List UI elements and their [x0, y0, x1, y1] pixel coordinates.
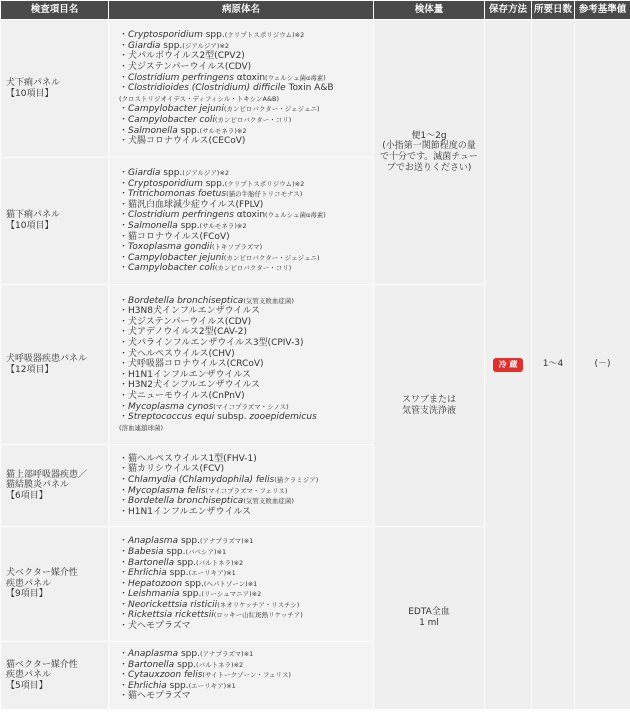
pathogen-item — [119, 306, 371, 317]
pathogen-text: ・ — [119, 295, 129, 306]
pathogen-text: spp. — [174, 557, 197, 568]
pathogen-item — [119, 327, 371, 338]
pathogen-text: ・ — [119, 168, 129, 179]
pathogen-text: ・ — [119, 72, 129, 83]
pathogen-text: Cytauxzoon felis — [128, 670, 203, 681]
pathogen-item — [119, 253, 371, 264]
pathogen-list — [109, 445, 374, 527]
pathogen-note: (トキソプラズマ) — [211, 243, 263, 252]
panel-name-line: 【5項目】 — [6, 680, 48, 691]
pathogen-text: ・ — [119, 659, 129, 670]
panel-name — [1, 445, 109, 527]
footnote-mark: ※1 — [243, 537, 254, 546]
pathogen-text: ・ — [119, 536, 129, 547]
pathogen-note: (カンピロバクター・ジェジュニ) — [223, 105, 320, 114]
pathogen-item — [119, 126, 371, 137]
pathogen-text: spp. — [174, 659, 197, 670]
pathogen-item — [119, 296, 371, 307]
pathogen-text: ・ — [119, 30, 129, 41]
pathogen-note: (サイトークゾーン・フェリス) — [202, 671, 291, 680]
specimen-feces-line: で十分です。滅菌チュー — [379, 152, 478, 162]
pathogen-item — [119, 486, 371, 497]
pathogen-text: ・ — [119, 496, 129, 507]
pathogen-item — [119, 94, 371, 105]
footnote-mark: ※1 — [216, 547, 227, 556]
pathogen-text: ・ — [119, 125, 129, 136]
pathogen-text: Hepatozoon — [128, 578, 183, 589]
pathogen-text: Bordetella bronchiseptica — [128, 496, 244, 507]
pathogen-item — [119, 221, 371, 232]
pathogen-item — [119, 200, 371, 211]
pathogen-note: (エーリキア) — [188, 681, 227, 690]
pathogen-text: ・ — [119, 114, 129, 125]
specimen-blood-line: EDTA全血 — [408, 607, 450, 618]
pathogen-text: spp. — [163, 546, 186, 557]
pathogen-text: ・ — [119, 649, 129, 660]
pathogen-text: spp. — [160, 40, 183, 51]
pathogen-text: Giardia — [128, 40, 161, 51]
pathogen-text: Campylobacter jejuni — [128, 104, 224, 115]
footnote-mark: ※1 — [243, 650, 254, 659]
pathogen-item — [119, 189, 371, 200]
pathogen-text: ・ — [119, 40, 129, 51]
pathogen-text: Clostridium perfringens — [128, 72, 234, 83]
panel-name-line: 犬下痢パネル — [6, 77, 61, 88]
pathogen-note: (サルモネラ) — [199, 222, 237, 230]
header-pathogen: 病原体名 — [109, 1, 374, 20]
pathogen-item — [119, 536, 371, 547]
pathogen-text: ・ — [119, 221, 129, 231]
pathogen-text: Neorickettsia risticii — [128, 599, 218, 610]
pathogen-text: ・犬ジステンパーウイルス(CDV) — [119, 316, 252, 327]
pathogen-note: (ジアルジア) — [182, 41, 220, 50]
pathogen-text: Campylobacter coli — [128, 263, 215, 274]
pathogen-text: Salmonella — [128, 221, 178, 231]
pathogen-note: (カンピロバクター・コリ) — [214, 115, 292, 124]
pathogen-text: ・ — [119, 546, 129, 557]
pathogen-item — [119, 558, 371, 569]
pathogen-text: ・猫ヘモプラズマ — [119, 691, 191, 702]
pathogen-text: spp. — [177, 125, 200, 136]
pathogen-note: (リーシュマニア) — [201, 590, 252, 599]
pathogen-note: (ヘパトゾーン) — [203, 579, 248, 588]
pathogen-item — [119, 691, 371, 702]
pathogen-text: Leishmania — [128, 589, 180, 600]
pathogen-text: αtoxin — [233, 72, 266, 83]
panel-name-line: 【6項目】 — [6, 490, 48, 501]
pathogen-text: ・ — [119, 401, 129, 412]
pathogen-text: Mycoplasma cynos — [128, 401, 214, 412]
pathogen-item — [119, 359, 371, 370]
pathogen-note: (カンピロバクター・コリ) — [214, 264, 292, 273]
pathogen-text: ・ — [119, 485, 129, 496]
panel-name-line: 【10項目】 — [6, 221, 54, 231]
specimen-swab-line: 気管支洗浄液 — [401, 405, 456, 416]
pathogen-text: Ehrlichia — [128, 568, 167, 579]
pathogen-item — [119, 30, 371, 41]
pathogen-text: ・猫コロナウイルス(FCoV) — [119, 231, 230, 242]
pathogen-note: (溶血連鎖球菌) — [119, 423, 164, 432]
pathogen-text: Giardia — [128, 168, 161, 179]
pathogen-text: ・犬腸コロナウイルス(CECoV) — [119, 136, 246, 147]
pathogen-text: ・犬ヘモプラズマ — [119, 621, 191, 632]
pathogen-item — [119, 317, 371, 328]
specimen-blood — [374, 527, 485, 710]
pathogen-note: (アナプラズマ) — [199, 537, 244, 546]
panel-name-line: 猫上部呼吸器疾患／ — [6, 469, 88, 480]
pathogen-item — [119, 51, 371, 62]
pathogen-text: ・猫汎白血球減少症ウイルス(FPLV) — [119, 199, 264, 210]
pathogen-text: ・ — [119, 104, 129, 115]
pathogen-note: (ネオリケッチア・リスチシ) — [217, 600, 300, 609]
panel-name-line: 犬ベクター媒介性 — [6, 568, 78, 579]
pathogen-text: Bartonella — [128, 557, 175, 568]
pathogen-note: (クリプトスポリジウム) — [224, 179, 295, 188]
pathogen-text: ・犬ジステンパーウイルス(CDV) — [119, 62, 252, 73]
pathogen-text: Anaplasma — [128, 649, 179, 660]
pathogen-item — [119, 136, 371, 147]
pathogen-list — [109, 285, 374, 445]
pathogen-item — [119, 232, 371, 243]
header-days: 所要日数 — [532, 1, 575, 20]
pathogen-note: (猫の牛胎仔トリコモナス) — [226, 190, 303, 199]
pathogen-text: ・犬パルボウイルス2型(CPV2) — [119, 51, 245, 62]
pathogen-item — [119, 464, 371, 475]
pathogen-item — [119, 104, 371, 115]
pathogen-text: ・ — [119, 178, 129, 189]
pathogen-text: Toxin A&B — [285, 83, 334, 94]
panel-name-line: 疾患パネル — [6, 578, 52, 589]
pathogen-item — [119, 412, 371, 423]
pathogen-text: spp. — [178, 649, 200, 660]
panel-name-line: 猫結膜炎パネル — [6, 480, 70, 491]
pathogen-item — [119, 349, 371, 360]
pathogen-item — [119, 179, 371, 190]
pathogen-item — [119, 380, 371, 391]
pathogen-text: ・猫ヘルペスウイルス1型(FHV-1) — [119, 453, 257, 464]
footnote-mark: ※2 — [251, 590, 262, 599]
days-cell: 1～4 — [532, 20, 575, 710]
pathogen-note: (猫クラミジア) — [274, 475, 319, 484]
pathogen-text: ・犬ヘルペスウイルス(CHV) — [119, 348, 235, 359]
pathogen-item — [119, 391, 371, 402]
footnote-mark: ※1 — [226, 681, 236, 690]
pathogen-item — [119, 370, 371, 381]
reference-cell: (－) — [575, 20, 630, 710]
pathogen-item — [119, 83, 371, 94]
pathogen-item — [119, 423, 371, 434]
pathogen-text: zooepidemicus — [249, 412, 317, 423]
pathogen-item — [119, 579, 371, 590]
pathogen-item — [119, 402, 371, 413]
pathogen-text: ・ — [119, 252, 129, 263]
panel-name-line: 疾患パネル — [6, 670, 52, 681]
pathogen-text: spp. — [177, 221, 200, 231]
pathogen-text: αtoxin — [233, 210, 266, 221]
pathogen-item — [119, 115, 371, 126]
footnote-mark: ※2 — [294, 31, 305, 40]
pathogen-item — [119, 568, 371, 579]
pathogen-text: spp. — [202, 178, 225, 189]
pathogen-item — [119, 496, 371, 507]
pathogen-item — [119, 547, 371, 558]
pathogen-item — [119, 41, 371, 52]
panel-name — [1, 642, 109, 710]
pathogen-item — [119, 62, 371, 73]
table-row — [1, 20, 630, 158]
pathogen-note: (クロストリジオイデス・ディフィシル・トキシンA&B) — [119, 94, 280, 103]
pathogen-text: Anaplasma — [128, 536, 179, 547]
pathogen-text: ・犬アデノウイルス2型(CAV-2) — [119, 327, 248, 338]
pathogen-text: ・H3N2犬インフルエンザウイルス — [119, 380, 261, 391]
pathogen-item — [119, 338, 371, 349]
pathogen-note: (マイコプラズマ・フェリス) — [205, 486, 288, 495]
pathogen-text: Rickettsia rickettsii — [128, 610, 214, 621]
footnote-mark: ※2 — [233, 558, 244, 567]
pathogen-text: Toxoplasma gondii — [128, 242, 212, 253]
pathogen-item — [119, 600, 371, 611]
footnote-mark: ※2 — [236, 126, 247, 135]
specimen-feces — [374, 20, 485, 285]
pathogen-list — [109, 158, 374, 285]
pathogen-text: spp. — [179, 589, 202, 600]
pathogen-text: ・ — [119, 83, 129, 94]
pathogen-note: (クリプトスポリジウム) — [224, 31, 295, 40]
pathogen-text: ・ — [119, 242, 129, 253]
specimen-feces-line: (小指第一関節程度の量 — [382, 141, 476, 152]
pathogen-text: spp. — [202, 30, 225, 41]
storage-cell — [485, 20, 532, 710]
pathogen-text: ・ — [119, 474, 129, 485]
header-storage: 保存方法 — [485, 1, 532, 20]
pathogen-item — [119, 73, 371, 84]
pathogen-note: (カンピロバクター・ジェジュニ) — [223, 253, 320, 262]
pathogen-text: ・H1N1インフルエンザウイルス — [119, 506, 252, 517]
pathogen-text: ・犬ニューモウイルス(CnPnV) — [119, 390, 245, 401]
pathogen-item — [119, 168, 371, 179]
pathogen-note: (ジアルジア) — [182, 169, 220, 178]
footnote-mark: ※2 — [233, 660, 244, 669]
footnote-mark: ※2 — [236, 222, 247, 230]
specimen-feces-line: ブでお送りください) — [386, 162, 472, 173]
pathogen-text: ・ — [119, 263, 129, 274]
panel-name-line: 猫ベクター媒介性 — [6, 659, 78, 670]
pathogen-text: spp. — [166, 568, 189, 579]
pathogen-text: ・犬パラインフルエンザウイルス3型(CPIV-3) — [119, 338, 304, 349]
pathogen-item — [119, 263, 371, 274]
pathogen-text: Salmonella — [128, 125, 178, 136]
pathogen-note: (エーリキア) — [188, 569, 227, 578]
pathogen-list — [109, 527, 374, 642]
pathogen-text: Chlamydia (Chlamydophila) felis — [128, 474, 275, 485]
pathogen-note: (サルモネラ) — [199, 126, 237, 135]
pathogen-list — [109, 20, 374, 158]
pathogen-text: spp. — [182, 578, 204, 589]
pathogen-text: ・ — [119, 557, 129, 568]
pathogen-note: (気管支敗血症菌) — [243, 296, 294, 305]
pathogen-text: Campylobacter coli — [128, 114, 215, 125]
pathogen-text: ・ — [119, 568, 129, 579]
panel-name-line: 犬呼吸器疾患パネル — [6, 353, 88, 364]
specimen-swab — [374, 285, 485, 527]
footnote-mark: ※2 — [219, 169, 230, 178]
pathogen-item — [119, 242, 371, 253]
pathogen-text: spp. — [160, 168, 183, 179]
pathogen-note: (マイコプラズマ・シノス) — [213, 402, 289, 411]
pathogen-text: ・ — [119, 680, 129, 691]
pathogen-text: subsp. — [214, 412, 250, 423]
pathogen-text: ・H1N1インフルエンザウイルス — [119, 369, 252, 380]
pathogen-note: (ウェルシュ菌α毒素) — [265, 73, 326, 82]
pathogen-item — [119, 589, 371, 600]
panel-name — [1, 527, 109, 642]
pathogen-text: ・ — [119, 210, 129, 221]
pathogen-text: ・ — [119, 189, 129, 200]
pathogen-text: Ehrlichia — [128, 680, 167, 691]
pathogen-note: (ウェルシュ菌α毒素) — [265, 211, 326, 220]
header-test-item: 検査項目名 — [1, 1, 109, 20]
specimen-blood-line: 1 ml — [419, 618, 439, 628]
pathogen-text: Campylobacter jejuni — [128, 252, 224, 263]
specimen-swab-line: スワブまたは — [401, 394, 456, 405]
footnote-mark: ※2 — [294, 179, 305, 188]
panel-name-line: 【9項目】 — [6, 589, 48, 600]
pathogen-item — [119, 610, 371, 621]
panel-name — [1, 285, 109, 445]
pathogen-text: Clostridium perfringens — [128, 210, 234, 221]
pathogen-text: ・ — [119, 412, 129, 423]
pathogen-text: Cryptosporidium — [128, 178, 203, 189]
table-header-row — [1, 1, 630, 20]
pathogen-list — [109, 642, 374, 710]
pathogen-text: Clostridioides (Clostridium) difficile — [128, 83, 286, 94]
pathogen-text: Cryptosporidium — [128, 30, 203, 41]
pathogen-item — [119, 454, 371, 465]
pathogen-note: (気管支敗血症菌) — [243, 497, 294, 506]
panel-name — [1, 158, 109, 285]
pathogen-text: Bordetella bronchiseptica — [128, 295, 244, 306]
pathogen-item — [119, 660, 371, 671]
footnote-mark: ※1 — [247, 579, 258, 588]
header-reference: 参考基準値 — [575, 1, 630, 20]
pathogen-item — [119, 475, 371, 486]
pathogen-note: (バルトネラ) — [196, 660, 234, 669]
pathogen-text: Mycoplasma felis — [128, 485, 206, 496]
pathogen-item — [119, 681, 371, 692]
pathogen-item — [119, 649, 371, 660]
pathogen-text: Bartonella — [128, 659, 175, 670]
pathogen-item — [119, 621, 371, 632]
pathogen-text: Streptococcus equi — [128, 412, 215, 423]
pathogen-item — [119, 210, 371, 221]
specimen-feces-line: 便1～2g — [411, 130, 447, 141]
pathogen-text: ・犬呼吸器コロナウイルス(CRCoV) — [119, 359, 264, 370]
pathogen-text: ・ — [119, 578, 129, 589]
footnote-mark: ※2 — [219, 41, 230, 50]
pathogen-note: (バルトネラ) — [196, 558, 234, 567]
pathogen-text: ・ — [119, 610, 129, 621]
pathogen-text: ・ — [119, 670, 129, 681]
pathogen-note: (バベシア) — [185, 547, 217, 556]
pathogen-text: spp. — [178, 536, 200, 547]
footnote-mark: ※1 — [226, 569, 236, 578]
pathogen-note: (ロッキー山紅斑熱リケッチア) — [213, 611, 303, 620]
refrigerated-badge: 冷 蔵 — [493, 358, 524, 372]
pathogen-text: spp. — [166, 680, 189, 691]
panel-name — [1, 20, 109, 158]
pathogen-text: ・H3N8犬インフルエンザウイルス — [119, 306, 261, 317]
pathogen-text: ・ — [119, 599, 129, 610]
pathogen-item — [119, 507, 371, 518]
pathogen-text: Babesia — [128, 546, 164, 557]
header-specimen: 検体量 — [374, 1, 485, 20]
panel-name-line: 【12項目】 — [6, 364, 54, 375]
pathogen-note: (アナプラズマ) — [199, 650, 244, 659]
panel-name-line: 【10項目】 — [6, 88, 54, 99]
pathogen-text: ・ — [119, 589, 129, 600]
panel-name-line: 猫下痢パネル — [6, 210, 61, 221]
pathogen-item — [119, 670, 371, 681]
pathogen-text: ・猫カリシウイルス(FCV) — [119, 464, 225, 475]
pathogen-text: Tritrichomonas foetus — [128, 189, 227, 200]
